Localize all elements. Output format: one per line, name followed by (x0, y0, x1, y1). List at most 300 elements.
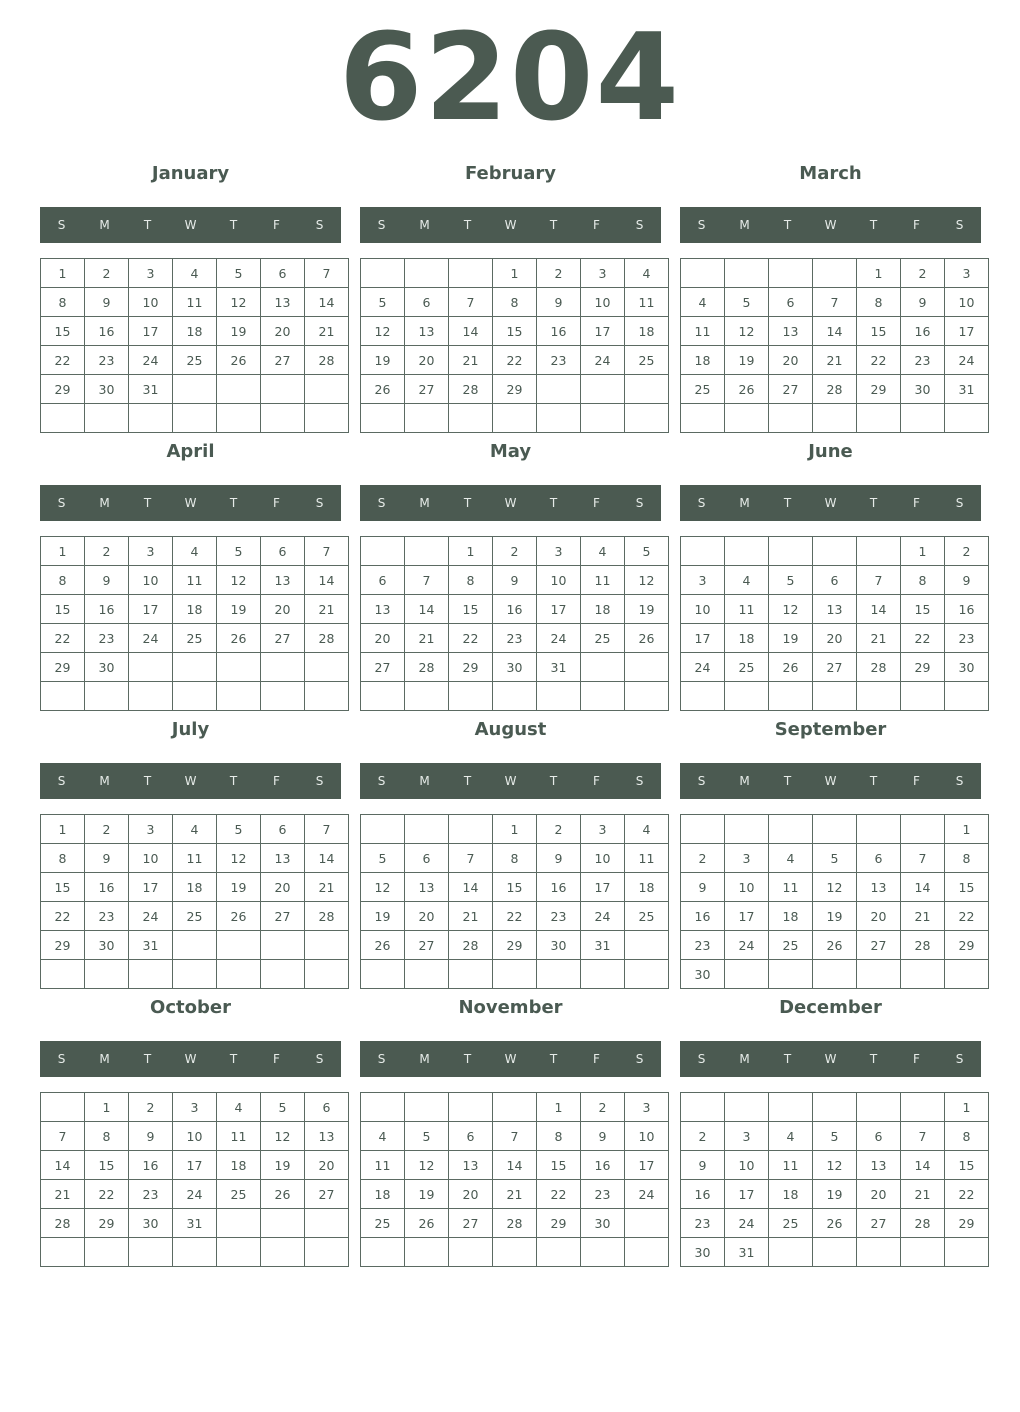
weekday-label: S (57, 1052, 66, 1066)
day-cell (449, 682, 493, 711)
week-row (361, 1180, 669, 1209)
day-cell: 7 (305, 259, 349, 288)
day-cell: 29 (41, 931, 85, 960)
day-cell: 5 (261, 1093, 305, 1122)
day-cell (305, 404, 349, 433)
day-cell: 11 (625, 844, 669, 873)
day-cell: 9 (129, 1122, 173, 1151)
day-cell: 14 (305, 288, 349, 317)
day-cell (537, 960, 581, 989)
week-row (41, 873, 349, 902)
day-cell (261, 653, 305, 682)
day-cell: 6 (405, 844, 449, 873)
day-cell: 7 (901, 1122, 945, 1151)
day-cell: 27 (857, 1209, 901, 1238)
day-cell: 1 (493, 815, 537, 844)
day-cell: 30 (901, 375, 945, 404)
day-cell: 1 (449, 537, 493, 566)
weekday-label: F (593, 218, 600, 232)
day-cell (261, 404, 305, 433)
day-cell: 15 (41, 317, 85, 346)
day-cell (681, 404, 725, 433)
day-cell: 3 (537, 537, 581, 566)
day-cell: 19 (405, 1180, 449, 1209)
day-cell: 8 (945, 844, 989, 873)
weekday-label: T (463, 496, 472, 510)
weekday-label: S (315, 1052, 324, 1066)
day-cell: 29 (41, 375, 85, 404)
day-cell: 2 (681, 844, 725, 873)
day-cell (305, 960, 349, 989)
day-cell (261, 375, 305, 404)
week-row (681, 873, 989, 902)
week-row (41, 624, 349, 653)
day-cell: 15 (945, 1151, 989, 1180)
weekday-header (680, 207, 981, 243)
day-cell (945, 960, 989, 989)
week-row (681, 624, 989, 653)
day-cell: 5 (217, 259, 261, 288)
day-cell: 7 (857, 566, 901, 595)
day-cell: 21 (813, 346, 857, 375)
day-cell: 16 (537, 873, 581, 902)
day-cell: 29 (945, 931, 989, 960)
weekday-label: M (419, 218, 430, 232)
weekday-label: S (697, 774, 706, 788)
day-cell (813, 404, 857, 433)
day-cell: 8 (537, 1122, 581, 1151)
weekday-label: M (99, 774, 110, 788)
day-cell (261, 1238, 305, 1267)
weekday-label: T (869, 774, 878, 788)
day-cell: 7 (305, 815, 349, 844)
weekday-label: T (549, 218, 558, 232)
day-cell (901, 815, 945, 844)
day-cell (361, 960, 405, 989)
week-row (361, 404, 669, 433)
day-cell: 23 (85, 624, 129, 653)
day-cell: 30 (581, 1209, 625, 1238)
day-cell: 31 (537, 653, 581, 682)
day-cell: 18 (581, 595, 625, 624)
day-cell: 4 (625, 259, 669, 288)
day-cell: 9 (493, 566, 537, 595)
week-row (41, 346, 349, 375)
day-cell: 17 (581, 317, 625, 346)
weekday-label: T (869, 496, 878, 510)
day-cell: 1 (945, 815, 989, 844)
day-cell: 15 (493, 873, 537, 902)
week-row (41, 1122, 349, 1151)
weekday-label: T (143, 218, 152, 232)
week-row (681, 815, 989, 844)
day-cell (813, 259, 857, 288)
day-cell: 8 (493, 288, 537, 317)
week-row (681, 1122, 989, 1151)
day-cell: 6 (813, 566, 857, 595)
day-cell: 10 (581, 288, 625, 317)
month-name: December (779, 997, 882, 1018)
week-row (361, 653, 669, 682)
day-cell: 2 (537, 259, 581, 288)
day-cell: 27 (405, 375, 449, 404)
day-cell: 3 (581, 259, 625, 288)
day-cell: 11 (173, 566, 217, 595)
day-cell: 22 (945, 1180, 989, 1209)
day-cell: 4 (581, 537, 625, 566)
week-row (361, 375, 669, 404)
day-cell: 15 (41, 595, 85, 624)
day-cell: 27 (261, 624, 305, 653)
day-grid (40, 814, 349, 989)
day-cell: 27 (769, 375, 813, 404)
day-cell (217, 404, 261, 433)
day-cell: 14 (493, 1151, 537, 1180)
year-title: 6204 (339, 9, 681, 148)
week-row (361, 624, 669, 653)
week-row (681, 960, 989, 989)
day-cell: 31 (129, 931, 173, 960)
day-cell: 16 (493, 595, 537, 624)
day-cell: 18 (725, 624, 769, 653)
day-cell: 4 (173, 815, 217, 844)
month-november (360, 995, 661, 1257)
weekday-label: M (99, 218, 110, 232)
day-cell (493, 404, 537, 433)
day-cell (361, 1093, 405, 1122)
day-cell: 17 (129, 873, 173, 902)
week-row (41, 902, 349, 931)
day-cell: 13 (305, 1122, 349, 1151)
day-cell: 29 (41, 653, 85, 682)
day-cell (537, 404, 581, 433)
weekday-header (40, 485, 341, 521)
day-cell: 7 (493, 1122, 537, 1151)
day-cell: 2 (537, 815, 581, 844)
week-row (41, 259, 349, 288)
day-cell: 7 (449, 844, 493, 873)
day-cell: 29 (493, 375, 537, 404)
day-cell (129, 1238, 173, 1267)
day-cell (813, 682, 857, 711)
day-cell: 27 (261, 346, 305, 375)
day-cell: 5 (405, 1122, 449, 1151)
week-row (41, 375, 349, 404)
day-cell (405, 537, 449, 566)
day-cell: 22 (537, 1180, 581, 1209)
day-cell: 20 (405, 902, 449, 931)
day-cell: 22 (85, 1180, 129, 1209)
day-cell: 21 (449, 902, 493, 931)
day-cell (41, 404, 85, 433)
day-cell: 24 (625, 1180, 669, 1209)
day-cell: 20 (857, 902, 901, 931)
day-cell: 8 (85, 1122, 129, 1151)
day-cell: 18 (769, 902, 813, 931)
day-cell (813, 537, 857, 566)
weekday-label: M (739, 1052, 750, 1066)
day-cell: 16 (681, 1180, 725, 1209)
day-cell: 20 (261, 595, 305, 624)
day-cell: 4 (361, 1122, 405, 1151)
day-cell: 2 (681, 1122, 725, 1151)
day-cell (217, 375, 261, 404)
weekday-label: M (739, 218, 750, 232)
week-row (361, 346, 669, 375)
day-cell: 13 (405, 317, 449, 346)
day-cell: 31 (581, 931, 625, 960)
month-december (680, 995, 981, 1260)
day-cell: 6 (405, 288, 449, 317)
day-cell: 21 (405, 624, 449, 653)
day-cell: 25 (625, 346, 669, 375)
day-cell: 18 (173, 595, 217, 624)
day-cell: 7 (449, 288, 493, 317)
week-row (361, 259, 669, 288)
day-cell: 14 (857, 595, 901, 624)
day-cell (725, 259, 769, 288)
weekday-label: S (315, 496, 324, 510)
day-cell: 20 (769, 346, 813, 375)
day-cell: 31 (945, 375, 989, 404)
week-row (41, 566, 349, 595)
day-cell: 27 (405, 931, 449, 960)
day-cell: 25 (725, 653, 769, 682)
day-cell: 31 (129, 375, 173, 404)
day-cell: 22 (857, 346, 901, 375)
week-row (41, 537, 349, 566)
day-cell (857, 1093, 901, 1122)
day-cell: 15 (449, 595, 493, 624)
day-grid (40, 1092, 349, 1267)
day-cell: 7 (41, 1122, 85, 1151)
day-grid (680, 536, 989, 711)
weekday-label: S (377, 218, 386, 232)
day-cell: 19 (813, 902, 857, 931)
day-cell: 6 (361, 566, 405, 595)
month-september (680, 717, 981, 982)
day-cell: 2 (85, 537, 129, 566)
day-cell (449, 404, 493, 433)
day-cell: 18 (173, 873, 217, 902)
weekday-label: W (824, 496, 837, 510)
weekday-label: F (273, 496, 280, 510)
day-cell: 1 (857, 259, 901, 288)
day-cell (217, 1209, 261, 1238)
month-name: June (808, 441, 853, 462)
day-cell (405, 259, 449, 288)
day-cell: 3 (581, 815, 625, 844)
week-row (361, 931, 669, 960)
day-cell (85, 1238, 129, 1267)
weekday-label: M (419, 1052, 430, 1066)
month-october (40, 995, 341, 1257)
day-cell (129, 653, 173, 682)
day-cell: 28 (449, 931, 493, 960)
day-cell: 17 (129, 317, 173, 346)
day-cell: 31 (173, 1209, 217, 1238)
weekday-label: T (783, 218, 792, 232)
week-row (681, 259, 989, 288)
day-cell (41, 682, 85, 711)
day-cell: 1 (493, 259, 537, 288)
weekday-label: S (635, 1052, 644, 1066)
day-grid (40, 536, 349, 711)
day-cell: 5 (361, 844, 405, 873)
day-cell (493, 1093, 537, 1122)
day-cell: 23 (85, 346, 129, 375)
day-cell (625, 931, 669, 960)
day-cell: 11 (769, 1151, 813, 1180)
day-cell: 17 (625, 1151, 669, 1180)
weekday-label: T (869, 1052, 878, 1066)
weekday-label: F (273, 774, 280, 788)
day-cell: 3 (725, 844, 769, 873)
day-cell (857, 960, 901, 989)
weekday-label: T (143, 496, 152, 510)
day-cell: 12 (625, 566, 669, 595)
day-grid (680, 814, 989, 989)
week-row (41, 1180, 349, 1209)
day-cell (217, 653, 261, 682)
week-row (361, 815, 669, 844)
day-cell (305, 1209, 349, 1238)
day-cell: 24 (537, 624, 581, 653)
day-cell (769, 1238, 813, 1267)
day-cell: 18 (681, 346, 725, 375)
day-cell (813, 960, 857, 989)
day-cell: 10 (725, 1151, 769, 1180)
day-cell: 29 (901, 653, 945, 682)
month-april (40, 439, 341, 701)
day-cell: 26 (813, 931, 857, 960)
day-cell: 5 (217, 537, 261, 566)
week-row (681, 1238, 989, 1267)
weekday-header (680, 763, 981, 799)
day-cell: 18 (625, 317, 669, 346)
weekday-label: S (697, 1052, 706, 1066)
weekday-label: W (184, 1052, 197, 1066)
weekday-header (40, 763, 341, 799)
day-cell (405, 1238, 449, 1267)
day-cell (305, 653, 349, 682)
day-cell: 15 (857, 317, 901, 346)
week-row (681, 375, 989, 404)
day-cell: 9 (581, 1122, 625, 1151)
day-cell: 23 (901, 346, 945, 375)
day-cell: 17 (129, 595, 173, 624)
weekday-label: S (955, 218, 964, 232)
day-cell: 29 (537, 1209, 581, 1238)
weekday-label: S (955, 774, 964, 788)
day-cell: 26 (217, 346, 261, 375)
weekday-label: T (229, 218, 238, 232)
day-cell: 30 (493, 653, 537, 682)
weekday-label: F (593, 1052, 600, 1066)
day-cell: 25 (769, 1209, 813, 1238)
day-cell: 16 (581, 1151, 625, 1180)
week-row (681, 404, 989, 433)
week-row (361, 1122, 669, 1151)
week-row (41, 1151, 349, 1180)
week-row (361, 1209, 669, 1238)
weekday-label: W (504, 774, 517, 788)
day-cell: 10 (725, 873, 769, 902)
day-cell: 13 (449, 1151, 493, 1180)
weekday-label: F (913, 496, 920, 510)
day-cell: 9 (681, 1151, 725, 1180)
day-cell: 12 (217, 288, 261, 317)
day-cell: 18 (769, 1180, 813, 1209)
day-cell: 5 (361, 288, 405, 317)
day-cell: 2 (85, 815, 129, 844)
day-cell: 11 (361, 1151, 405, 1180)
weekday-label: T (463, 1052, 472, 1066)
day-cell: 15 (901, 595, 945, 624)
day-cell: 10 (681, 595, 725, 624)
day-cell: 22 (901, 624, 945, 653)
day-cell: 26 (217, 902, 261, 931)
day-cell: 26 (361, 375, 405, 404)
week-row (681, 1180, 989, 1209)
weekday-label: S (315, 218, 324, 232)
day-cell: 16 (85, 873, 129, 902)
day-cell: 20 (449, 1180, 493, 1209)
weekday-label: M (739, 496, 750, 510)
day-cell (725, 537, 769, 566)
day-cell (625, 653, 669, 682)
week-row (41, 960, 349, 989)
month-name: September (774, 719, 887, 740)
day-cell: 28 (901, 1209, 945, 1238)
month-january (40, 161, 341, 423)
weekday-label: S (57, 496, 66, 510)
day-cell (41, 1238, 85, 1267)
day-cell: 21 (857, 624, 901, 653)
day-cell: 24 (129, 902, 173, 931)
day-cell (41, 960, 85, 989)
day-cell: 14 (405, 595, 449, 624)
day-cell: 29 (85, 1209, 129, 1238)
week-row (681, 317, 989, 346)
day-cell: 30 (85, 653, 129, 682)
day-cell: 29 (493, 931, 537, 960)
day-cell (857, 537, 901, 566)
day-cell: 28 (813, 375, 857, 404)
day-cell: 13 (261, 566, 305, 595)
weekday-label: T (463, 218, 472, 232)
day-cell: 27 (305, 1180, 349, 1209)
week-row (681, 1209, 989, 1238)
day-cell: 21 (901, 1180, 945, 1209)
day-cell: 30 (537, 931, 581, 960)
day-cell (581, 682, 625, 711)
day-cell: 15 (945, 873, 989, 902)
day-cell: 26 (405, 1209, 449, 1238)
week-row (41, 653, 349, 682)
weekday-label: W (824, 218, 837, 232)
day-cell: 12 (405, 1151, 449, 1180)
day-cell (305, 931, 349, 960)
day-cell: 12 (813, 1151, 857, 1180)
day-cell: 12 (217, 566, 261, 595)
weekday-label: W (824, 1052, 837, 1066)
day-cell: 10 (581, 844, 625, 873)
weekday-label: T (229, 496, 238, 510)
day-cell (725, 815, 769, 844)
weekday-label: M (419, 774, 430, 788)
day-cell: 18 (361, 1180, 405, 1209)
